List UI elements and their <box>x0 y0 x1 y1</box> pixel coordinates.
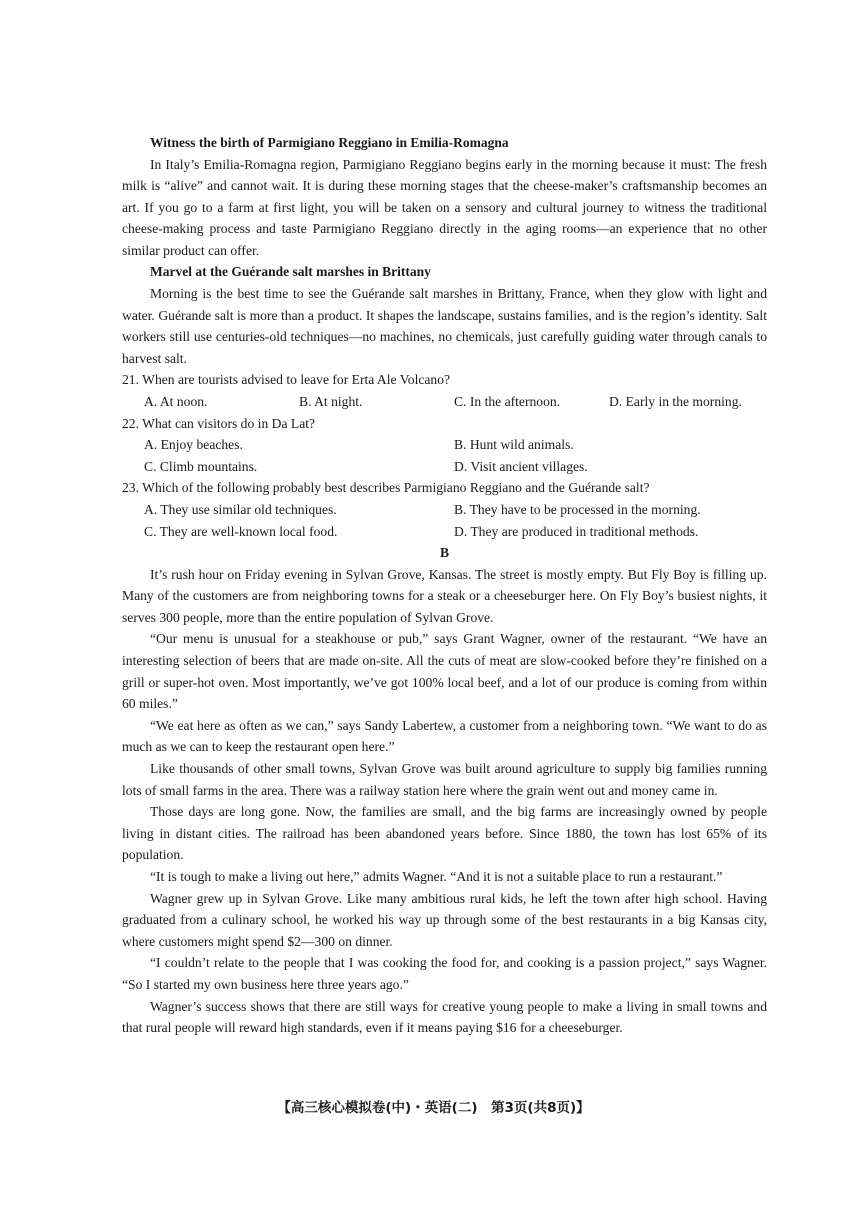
section-b-label: B <box>439 545 450 561</box>
option-d: D. Early in the morning. <box>609 393 742 409</box>
option-b: B. Hunt wild animals. <box>454 437 574 453</box>
section-heading-parmigiano: Witness the birth of Parmigiano Reggiano in Emilia-Romagna <box>150 135 509 150</box>
option-row <box>122 521 767 543</box>
option-a: A. They use similar old techniques. <box>144 501 337 517</box>
paragraph-parmigiano: In Italy’s Emilia-Romagna region, Parmigiano Reggiano begins early in the morning because it must: The fresh milk is “alive” and cannot wait. It is during these morning stages that the cheese-maker’s craftsmanship becomes an art. If you go to a farm at first light, you will be taken on a sensory and cultural journey to witness the traditional cheese-making process and taste Parmigiano Reggiano directly in the aging rooms—an experience that no other similar product can offer. <box>122 156 767 258</box>
question-stem: 22. What can visitors do in Da Lat? <box>122 415 316 431</box>
option-row <box>122 499 767 521</box>
option-a: A. At noon. <box>144 393 208 409</box>
question-stem: 23. Which of the following probably best describes Parmigiano Reggiano and the Guérande salt? <box>122 480 650 496</box>
paragraph: “I couldn’t relate to the people that I was cooking the food for, and cooking is a passion project,” says Wagner. “So I started my own business here three years ago.” <box>122 955 767 992</box>
paragraph: Wagner’s success shows that there are still ways for creative young people to make a living in small towns and that rural people will reward high standards, even if it means paying $16 for a cheeseburger. <box>122 998 767 1036</box>
option-b: B. They have to be processed in the morning. <box>454 501 701 517</box>
page-footer: 【高三核心模拟卷(中)・英语(二) 第3页(共8页)】 <box>277 1100 590 1116</box>
question-21 <box>122 369 767 412</box>
option-d: D. They are produced in traditional methods. <box>454 523 699 539</box>
paragraph: Those days are long gone. Now, the families are small, and the big farms are increasingly owned by people living in distant cities. The railroad has been abandoned years before. Since 1880, the town has lost 65% of its population. <box>122 804 767 863</box>
paragraph: “We eat here as often as we can,” says Sandy Labertew, a customer from a neighboring town. “We want to do as much as we can to keep the restaurant open here.” <box>122 717 767 755</box>
option-d: D. Visit ancient villages. <box>454 458 588 474</box>
option-c: C. Climb mountains. <box>144 458 258 474</box>
paragraph: “Our menu is unusual for a steakhouse or pub,” says Grant Wagner, owner of the restaurant. “We have an interesting selection of beers that are made on-site. All the cuts of meat are slow-cooked before they’re finished on a grill or super-hot oven. Most importantly, we’ve got 100% local beef, and a lot of our produce is coming from within 60 miles.” <box>122 631 767 712</box>
paragraph: “It is tough to make a living out here,” admits Wagner. “And it is not a suitable place to run a restaurant.” <box>150 869 723 884</box>
question-22 <box>122 413 767 478</box>
section-heading-guerande: Marvel at the Guérande salt marshes in Brittany <box>150 264 431 280</box>
question-23 <box>122 477 767 542</box>
option-row <box>122 456 767 478</box>
option-c: C. In the afternoon. <box>454 393 561 409</box>
option-c: C. They are well-known local food. <box>144 523 338 539</box>
paragraph: It’s rush hour on Friday evening in Sylvan Grove, Kansas. The street is mostly empty. But Fly Boy is filling up. Many of the customers are from neighboring towns for a steak or a cheeseburger here. On Fly Boy’s busiest nights, it serves 300 people, more than the entire population of Sylvan Grove. <box>122 566 767 625</box>
option-b: B. At night. <box>299 393 363 409</box>
option-a: A. Enjoy beaches. <box>144 437 243 453</box>
option-row <box>122 434 767 456</box>
option-row <box>122 391 767 413</box>
paragraph: Like thousands of other small towns, Sylvan Grove was built around agriculture to supply big families running lots of small farms in the area. There was a railway station here where the grain went out and money came in. <box>122 761 767 798</box>
paragraph-guerande: Morning is the best time to see the Guérande salt marshes in Brittany, France, when they glow with light and water. Guérande salt is more than a product. It shapes the landscape, sustains families, and is the region’s identity. Salt workers still use centuries-old techniques—no machines, no chemicals, just carefully guiding water through canals to harvest salt. <box>122 285 767 366</box>
exam-page <box>122 132 767 1039</box>
paragraph: Wagner grew up in Sylvan Grove. Like many ambitious rural kids, he left the town after high school. Having graduated from a culinary school, he worked his way up through some of the best restaurants in a big Kansas city, where customers might spend $2—300 on dinner. <box>122 890 767 949</box>
question-stem: 21. When are tourists advised to leave for Erta Ale Volcano? <box>122 372 451 388</box>
